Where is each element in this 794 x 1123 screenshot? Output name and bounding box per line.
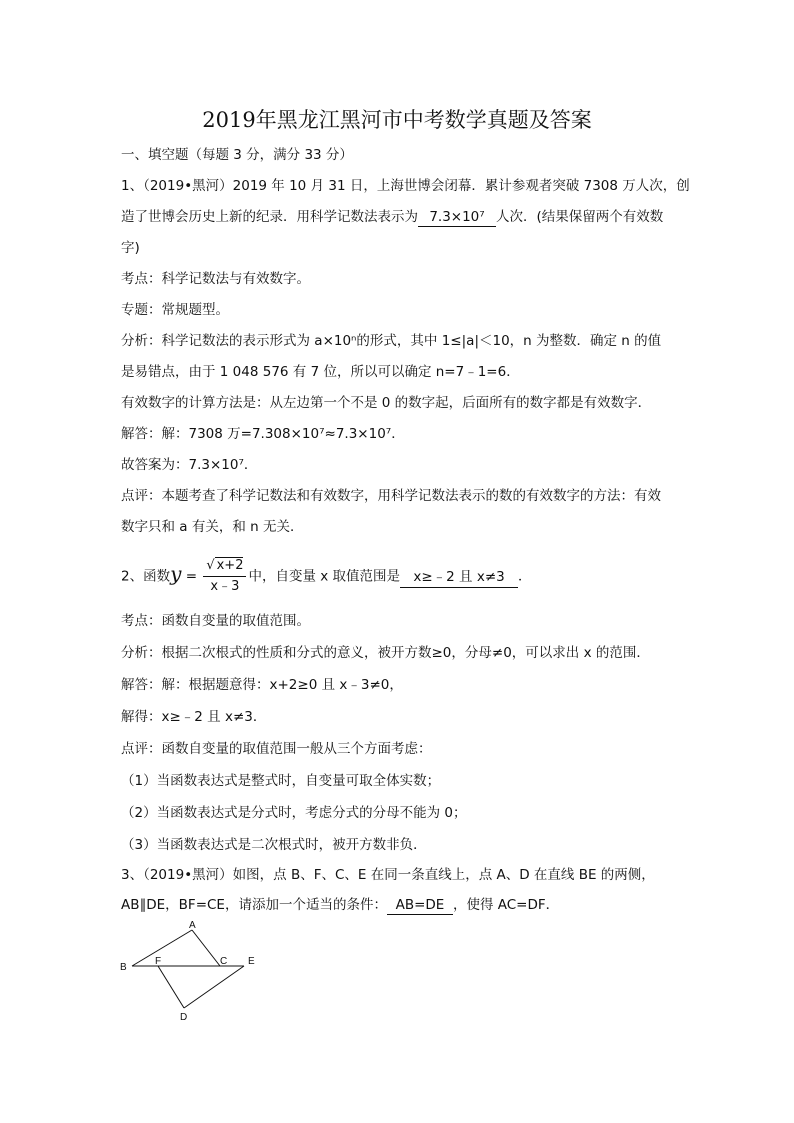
q2-fraction [203,556,246,597]
q2-point-1: （1）当函数表达式是整式时，自变量可取全体实数； [121,773,441,789]
segment-B-A [132,930,192,966]
q2-fenxi: 分析：根据二次根式的性质和分式的意义，被开方数≥0，分母≠0，可以求出 x 的范围． [121,645,650,661]
segment-A-C [192,930,220,966]
q1-fenxi-3: 有效数字的计算方法是：从左边第一个不是 0 的数字起，后面所有的数字都是有效数字． [121,395,652,411]
q3-text-post: ，使得 AC=DF． [452,897,560,913]
page-title: 2019年黑龙江黑河市中考数学真题及答案 [202,108,592,132]
q2-dianping: 点评：函数自变量的取值范围一般从三个方面考虑： [121,741,432,757]
label-F: F [155,956,162,967]
q2-var-y: y [170,561,182,586]
q1-kaodian: 考点：科学记数法与有效数字。 [121,271,310,287]
section-heading: 一、填空题（每题 3 分，满分 33 分） [121,147,353,163]
q3-text: AB∥DE，BF=CE，请添加一个适当的条件： [121,897,387,913]
segment-F-D [158,966,184,1008]
q2-equals: = [185,568,198,585]
sqrt-icon: √ [206,558,215,573]
q2-post: ． [518,568,532,585]
label-B: B [120,962,127,973]
q2-answer: x≥﹣2 且 x≠3 [400,567,518,588]
q3-answer: AB=DE [387,896,453,915]
q3-line-2 [121,896,559,915]
q2-numerator [203,556,246,577]
q2-text: 2、函数 [121,568,171,585]
q2-radicand: x+2 [216,558,244,573]
q2-point-2: （2）当函数表达式是分式时，考虑分式的分母不能为 0； [121,805,467,821]
q2-denominator: x﹣3 [210,579,240,594]
segment-D-E [184,966,244,1008]
q1-guda: 故答案为：7.3×10⁷． [121,457,258,473]
q1-text-post: 人次．(结果保留两个有效数 [496,209,664,225]
q1-text: 造了世博会历史上新的纪录．用科学记数法表示为 [121,209,418,225]
q2-mid: 中，自变量 x 取值范围是 [248,568,401,585]
q1-dianping-1: 点评：本题考查了科学记数法和有效数字，用科学记数法表示的数的有效数字的方法：有效 [121,488,661,504]
q2-line [121,556,532,597]
q1-zhuanti: 专题：常规题型。 [121,302,229,318]
label-D: D [180,1012,188,1023]
q2-jieda: 解答：解：根据题意得：x+2≥0 且 x﹣3≠0， [121,677,403,693]
q2-point-3: （3）当函数表达式是二次根式时，被开方数非负． [121,837,427,853]
q1-fenxi-2: 是易错点，由于 1 048 576 有 7 位，所以可以确定 n=7﹣1=6． [121,364,520,380]
q2-jieda-2: 解得：x≥﹣2 且 x≠3． [121,709,267,725]
label-A: A [189,920,196,931]
q1-jieda: 解答：解：7308 万=7.308×10⁷≈7.3×10⁷． [121,426,405,442]
geometry-figure [118,918,263,1023]
q1-dianping-2: 数字只和 a 有关，和 n 无关． [121,519,304,535]
q2-kaodian: 考点：函数自变量的取值范围。 [121,613,310,629]
label-E: E [248,956,255,967]
q1-line-2 [121,208,663,227]
q1-answer: 7.3×10⁷ [418,208,496,227]
q1-line-1: 1、（2019•黑河）2019 年 10 月 31 日，上海世博会闭幕．累计参观者突破 7308 万人次，创 [121,178,690,194]
q3-line-1: 3、（2019•黑河）如图，点 B、F、C、E 在同一条直线上，点 A、D 在直线 BE 的两侧， [121,867,655,883]
label-C: C [220,956,228,967]
q1-line-3: 字) [121,240,140,256]
q1-fenxi-1: 分析：科学记数法的表示形式为 a×10ⁿ的形式，其中 1≤|a|＜10，n 为整数．确定 n 的值 [121,333,662,349]
